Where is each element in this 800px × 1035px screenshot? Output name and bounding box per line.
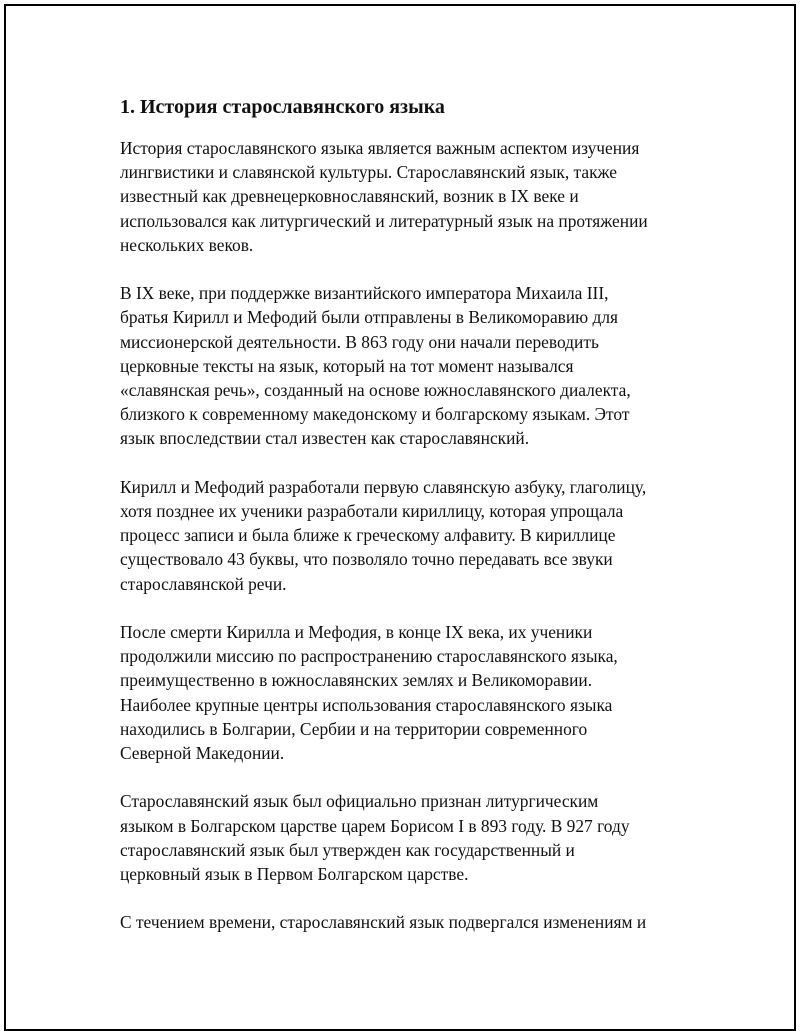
paragraph-4: После смерти Кирилла и Мефодия, в конце IX века, их ученики продолжили миссию по распространению старославянского языка, преимущественно в южнославянских землях и Великоморавии. Наиболее крупные центры использования старославянского языка находились в Болгарии, Сербии и на территории современного Северной Македонии.: [120, 622, 618, 764]
section-heading: 1. История старославянского языка: [120, 96, 445, 118]
paragraph-6: С течением времени, старославянский язык подвергался изменениям и: [120, 912, 647, 933]
document-body: [120, 94, 700, 959]
paragraph-2: В IX веке, при поддержке византийского императора Михаила III, братья Кирилл и Мефодий были отправлены в Великоморавию для миссионерской деятельности. В 863 году они начали переводить церковные тексты на язык, который на тот момент назывался «славянская речь», созданный на основе южнославянского диалекта, близкого к современному македонскому и болгарскому языкам. Этот язык впоследствии стал известен как старославянский.: [120, 283, 631, 449]
paragraph-3: Кирилл и Мефодий разработали первую славянскую азбуку, глаголицу, хотя позднее их ученики разработали кириллицу, которая упрощала процесс записи и была ближе к греческому алфавиту. В кириллице существовало 43 буквы, что позволяло точно передавать все звуки старославянской речи.: [120, 476, 647, 594]
document-page: [4, 4, 796, 1031]
paragraph-5: Старославянский язык был официально признан литургическим языком в Болгарском царстве царем Борисом I в 893 году. В 927 году старославянский язык был утвержден как государственный и церковный язык в Первом Болгарском царстве.: [120, 791, 630, 885]
paragraph-1: История старославянского языка является важным аспектом изучения лингвистики и славянской культуры. Старославянский язык, также известный как древнецерковнославянский, возник в IX веке и использовался как литургический и литературный язык на протяжении нескольких веков.: [120, 138, 648, 255]
